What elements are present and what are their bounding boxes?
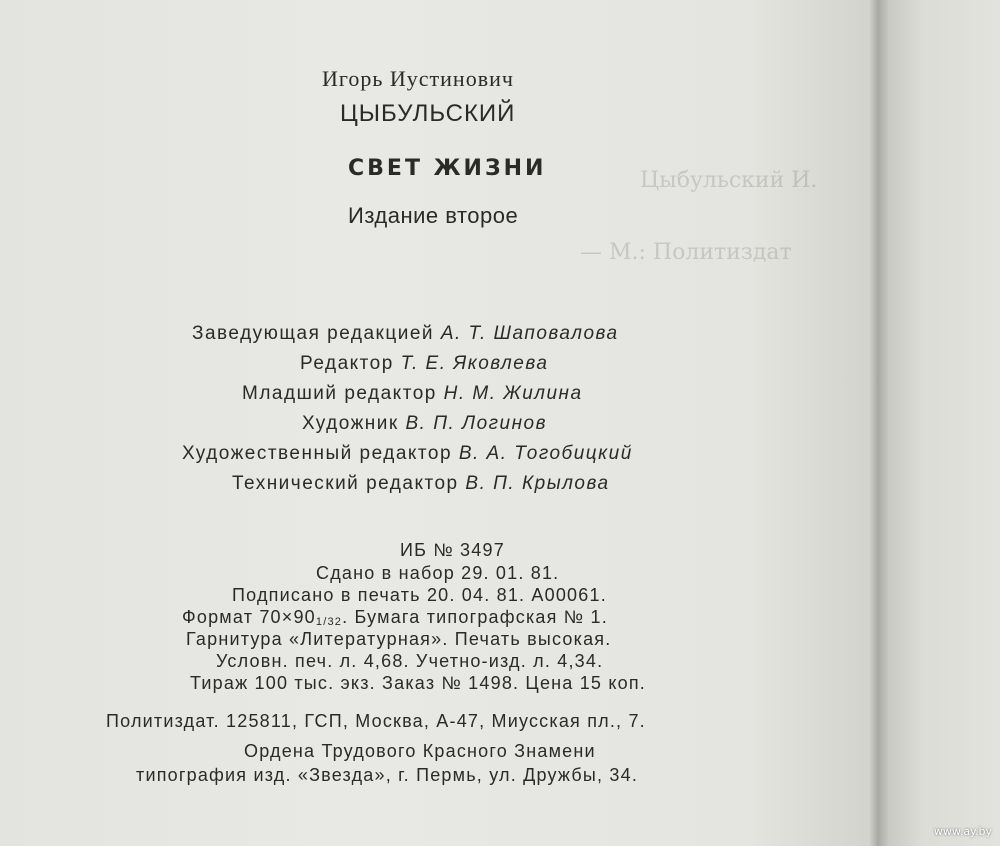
author-name: Игорь Иустинович	[322, 66, 514, 91]
show-through-text: Цыбульский И.	[640, 168, 818, 193]
credit-role: Технический редактор	[232, 473, 459, 494]
sheets-line: Условн. печ. л. 4,68. Учетно-изд. л. 4,34.	[216, 651, 604, 671]
publisher-address: Политиздат. 125811, ГСП, Москва, А-47, Миусская пл., 7.	[106, 711, 646, 731]
printer-line-1: Ордена Трудового Красного Знамени	[244, 741, 596, 761]
credit-role: Заведующая редакцией	[192, 323, 435, 344]
credit-name: Н. М. Жилина	[443, 383, 583, 404]
sent-to-set: Сдано в набор 29. 01. 81.	[316, 563, 560, 583]
edition-label: Издание второе	[348, 203, 519, 228]
credit-line	[302, 413, 547, 435]
typeface-line: Гарнитура «Литературная». Печать высокая.	[186, 629, 612, 649]
author-surname: ЦЫБУЛЬСКИЙ	[340, 100, 516, 127]
credit-line	[232, 473, 610, 495]
credit-name: Т. Е. Яковлева	[400, 353, 549, 374]
book-title: СВЕТ ЖИЗНИ	[348, 156, 547, 181]
credit-line	[192, 323, 619, 345]
credit-line	[300, 353, 548, 375]
print-run-line: Тираж 100 тыс. экз. Заказ № 1498. Цена 15 коп.	[190, 673, 646, 693]
printer-line-2: типография изд. «Звезда», г. Пермь, ул. Дружбы, 34.	[136, 765, 639, 785]
format-prefix: Формат 70×90	[182, 607, 316, 627]
format-fraction: 1/32	[315, 616, 343, 628]
book-gutter	[870, 0, 888, 846]
credit-name: В. П. Логинов	[405, 413, 548, 434]
credit-name: А. Т. Шаповалова	[440, 323, 619, 344]
credit-line	[182, 443, 633, 465]
site-watermark: www.ay.by	[933, 825, 992, 838]
credit-role: Младший редактор	[242, 383, 437, 404]
signed-to-print: Подписано в печать 20. 04. 81. А00061.	[232, 585, 607, 605]
format-suffix: . Бумага типографская № 1.	[342, 607, 608, 627]
credit-role: Художественный редактор	[182, 443, 453, 464]
credit-line	[242, 383, 583, 405]
ib-number: ИБ № 3497	[400, 540, 505, 560]
show-through-text: — М.: Политиздат	[580, 240, 792, 265]
credit-role: Редактор	[300, 353, 394, 374]
credit-name: В. П. Крылова	[465, 473, 610, 494]
credit-role: Художник	[302, 413, 399, 434]
format-line	[182, 607, 608, 628]
adjacent-page	[888, 0, 1000, 846]
credit-name: В. А. Тогобицкий	[458, 443, 633, 464]
